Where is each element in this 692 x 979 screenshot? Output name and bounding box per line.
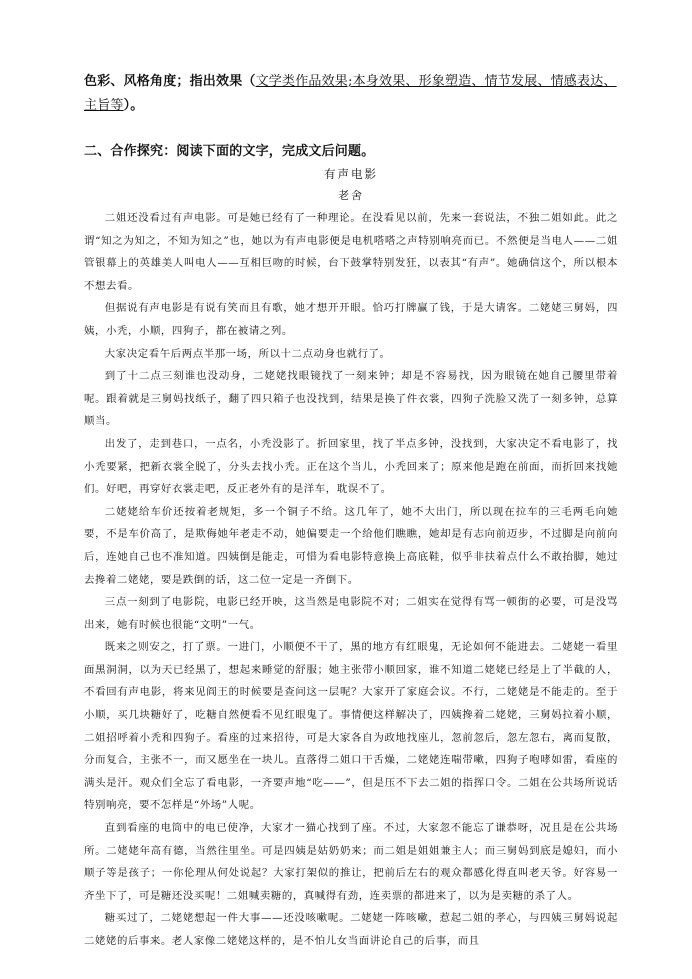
article-title: 有声电影 [324, 167, 378, 181]
paragraph: 既来之则安之，打了票。一进门，小顺便不干了，黑的地方有红眼鬼，无论如何不能进去。二姥姥一看里面黑洞洞，以为天已经黑了，想起来睡觉的舒服；她主张带小顺回家，谁不知道二姥姥已经是上了半截的人，不看回有声电影，将来见阎王的时候要是查问这一层呢？大家开了家庭会议。不行，二姥姥是不能走的。至于小顺，买几块糖好了，吃糖自然便看不见红眼鬼了。事情便这样解决了，四姨搀着二姥姥，三舅妈拉着小顺，二姐招呼着小秃和四狗子。看座的过来招待，可是大家各自为政地找座儿，忽前忽后，忽左忽右，离而复散，分而复合，主张不一，而又愿坐在一块儿。直落得二姐口干舌燥，二姥姥连喘带嗽，四狗子咆哮如雷，看座的满头是汗。观众们全忘了看电影，一齐要声地“吃——”，但是压不下去二姐的指挥口令。二姐在公共场所说话特别响亮，要不怎样是“外场”人呢。 [84, 641, 618, 812]
paragraph: 三点一刻到了电影院，电影已经开映，这当然是电影院不对；二姐实在觉得有骂一顿街的必要，可是没骂出来，她有时候也很能“文明”一气。 [84, 596, 618, 631]
paragraph: 直到看座的电筒中的电已使净，大家才一猫心找到了座。不过，大家忽不能忘了谦恭呀，况且是在公共场所。二姥姥年高有德，当然往里坐。可是四姨是姑奶奶来；而二姐是姐姐兼主人；而三舅妈到底是媳妇，而小顺子等是孩子；一你伦理从何处说起？大家打架似的推让，把前后左右的观众都感化得直叫老天爷。好容易一齐坐下了，可是糖还没买呢！二姐喊卖糖的，真喊得有劲，连卖票的都进来了，以为是卖糖的杀了人。 [84, 822, 618, 902]
paragraph: 糖买过了，二姥姥想起一件大事——还没咳嗽呢。二姥姥一阵咳嗽，惹起二姐的孝心，与四姨三舅妈说起二姥姥的后事来。老人家像二姥姥这样的，是不怕儿女当面讲论自己的后事，而且 [84, 912, 618, 947]
paragraph: 二姐还没看过有声电影。可是她已经有了一种理论。在没看见以前，先来一套说法，不独二姐如此。此之谓“知之为知之，不知为知之”也，她以为有声电影便是电机嗒嗒之声特别响亮而已。不然便是当电人——二姐管银幕上的英雄美人叫电人——互相巨吻的时候，台下鼓掌特别发狂，以表其“有声”。她确信这个，所以根本不想去看。 [84, 212, 618, 292]
intro-heading [84, 70, 618, 118]
paragraph: 到了十二点三刻谁也没动身，二姥姥找眼镜找了一刻来钟；却是不容易找，因为眼镜在她自己腰里带着呢。跟着就是三舅妈找纸子，翻了四只箱子也没找到，结果是换了件衣裳，四狗子洗脸又洗了一刻多钟，总算顺当。 [84, 370, 618, 428]
paragraph: 出发了，走到巷口，一点名，小秃没影了。折回家里，找了半点多钟，没找到，大家决定不看电影了，找小秃要紧，把新衣裳全脱了，分头去找小秃。正在这个当儿，小秃回来了；原来他是跑在前面，而折回来找她们。好吧，再穿好衣裳走吧，反正老外有的是洋车，耽误不了。 [84, 437, 618, 496]
intro-heading-bold: 色彩、风格角度；指出效果（ [84, 74, 256, 89]
intro-heading-underlined: 文学类作品效果;本身效果、形象塑造、情节发展、情感表达、主旨等 [84, 74, 617, 113]
intro-heading-tail: ）。 [123, 98, 144, 113]
paragraph: 但据说有声电影是有说有笑而且有歌，她才想开开眼。恰巧打牌赢了钱，于是大请客。二姥姥三舅妈，四姨，小秃，小顺，四狗子，都在被请之列。 [84, 302, 618, 337]
document-page [84, 70, 618, 953]
paragraph: 大家决定看午后两点半那一场，所以十二点动身也就行了。 [104, 347, 391, 360]
paragraph: 二姥姥给车价还按着老规矩，多一个铜子不给。这几年了，她不大出门，所以现在拉车的三毛两毛向她要，不是车价高了，是欺侮她年老走不动，她偏要走一个给他们瞧瞧，她却是有志向前迈步，不过脚是向前向后，连她自己也不准知道。四姨倒是能走，可惜为看电影特意换上高底鞋，似乎非扶着点什么不敢抬脚，她过去搀着二姥姥，要是跌倒的话，这二位一定是一齐倒下。 [84, 505, 618, 586]
section-2-heading: 二、合作探究：阅读下面的文字，完成文后问题。 [84, 144, 375, 159]
article-author: 老舍 [338, 189, 364, 202]
section-gap [84, 118, 618, 140]
